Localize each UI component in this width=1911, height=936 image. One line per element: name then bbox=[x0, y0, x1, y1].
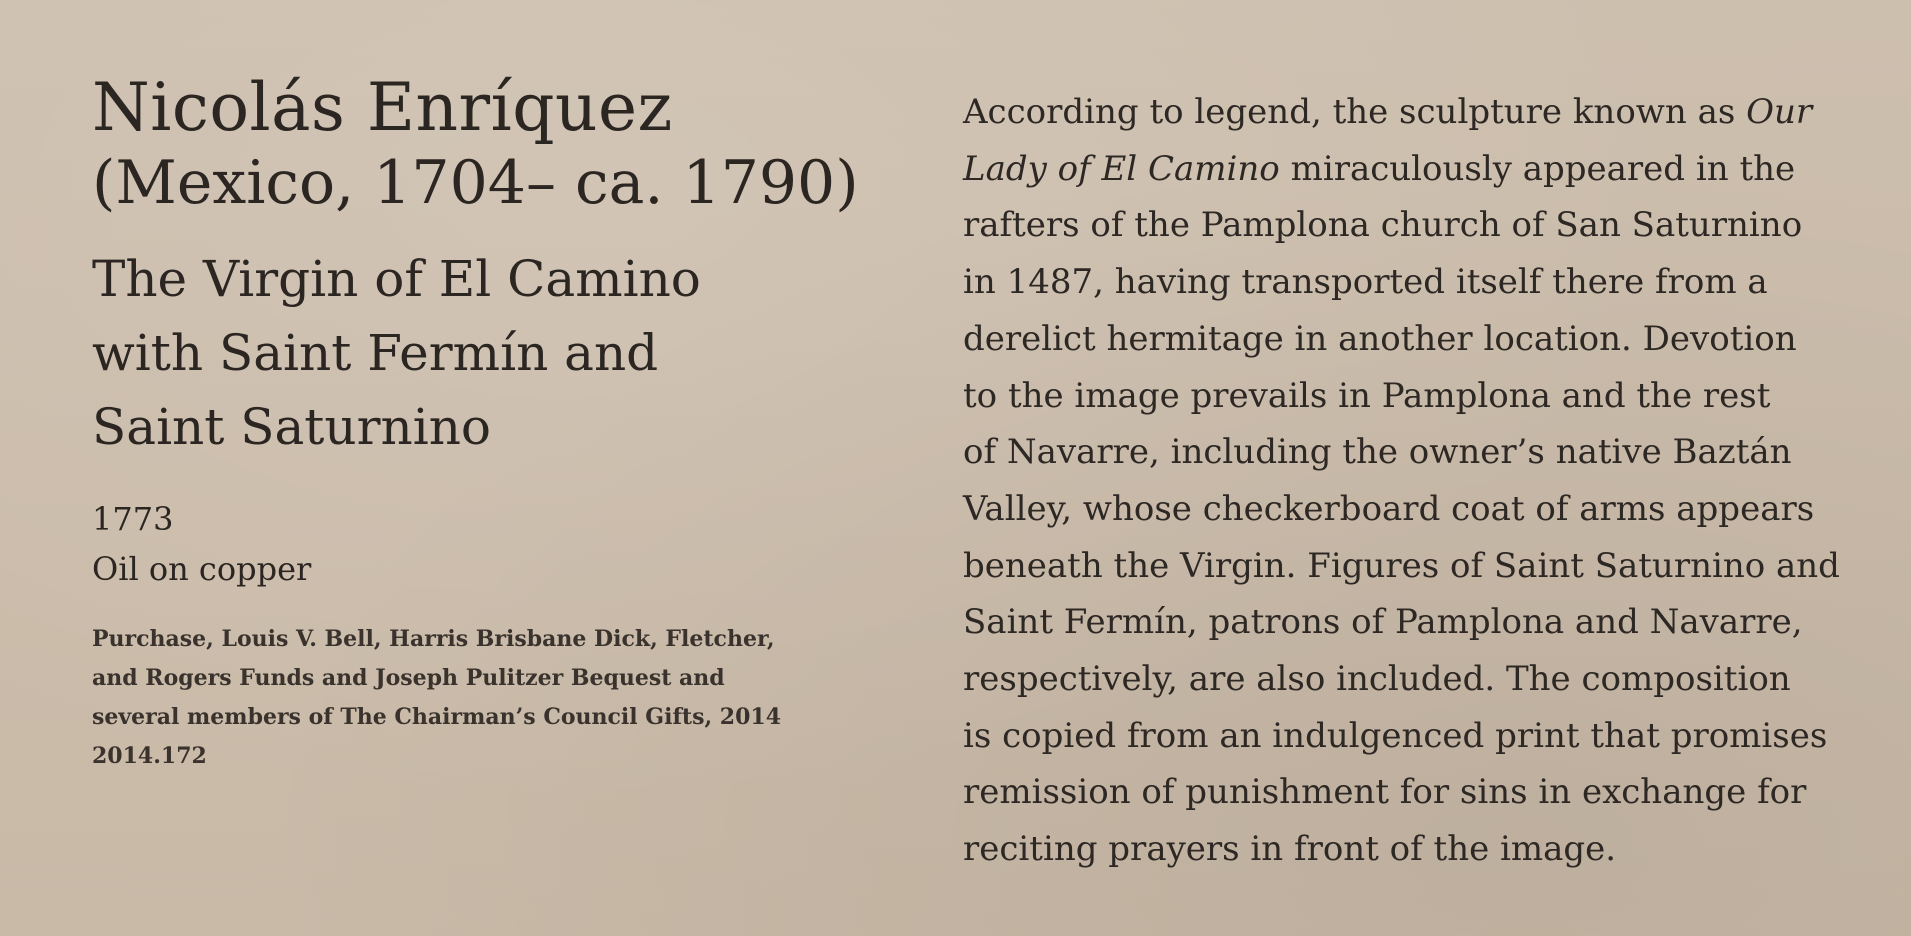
title-line: The Virgin of El Camino bbox=[92, 250, 701, 308]
title-line: with Saint Fermín and bbox=[92, 324, 659, 382]
credit-text-line: Purchase, Louis V. Bell, Harris Brisbane Dick, Fletcher, bbox=[92, 626, 775, 652]
artist-nationality-dates: (Mexico, 1704– ca. 1790) bbox=[92, 148, 859, 218]
credit-text-line: and Rogers Funds and Joseph Pulitzer Bequest and bbox=[92, 665, 725, 691]
description-line: to the image prevails in Pamplona and the rest bbox=[963, 375, 1771, 416]
description-line bbox=[963, 84, 1863, 141]
artwork-medium: Oil on copper bbox=[92, 550, 312, 588]
sculpture-name-italic: Our bbox=[1746, 92, 1813, 132]
description-text: According to legend, the sculpture known as bbox=[963, 92, 1747, 132]
accession-number: 2014.172 bbox=[92, 743, 207, 769]
description-line: in 1487, having transported itself there from a bbox=[963, 262, 1768, 303]
description-line: rafters of the Pamplona church of San Saturnino bbox=[963, 205, 1803, 246]
description-line bbox=[963, 141, 1863, 198]
description-line: respectively, are also included. The composition bbox=[963, 659, 1791, 700]
credit-text-line: several members of The Chairman’s Council Gifts, 2014 bbox=[92, 704, 782, 730]
description-line: is copied from an indulgenced print that promises bbox=[963, 715, 1828, 756]
description-text: miraculously appeared in the bbox=[1279, 148, 1796, 189]
artwork-date: 1773 bbox=[92, 500, 174, 538]
title-line: Saint Saturnino bbox=[92, 398, 491, 456]
description-line: Valley, whose checkerboard coat of arms appears bbox=[963, 488, 1815, 529]
description-line: reciting prayers in front of the image. bbox=[963, 829, 1617, 870]
artwork-title bbox=[92, 242, 912, 464]
description-line: Saint Fermín, patrons of Pamplona and Navarre, bbox=[963, 602, 1803, 643]
description-section bbox=[963, 84, 1863, 878]
sculpture-name-italic: Lady of El Camino bbox=[963, 148, 1280, 189]
credit-line bbox=[92, 620, 912, 776]
artist-name: Nicolás Enríquez bbox=[92, 69, 673, 146]
description-line: of Navarre, including the owner’s native Baztán bbox=[963, 432, 1792, 473]
tombstone-section bbox=[92, 70, 912, 776]
description-line: beneath the Virgin. Figures of Saint Saturnino and bbox=[963, 545, 1840, 586]
description-line: remission of punishment for sins in exchange for bbox=[963, 772, 1807, 813]
description-line: derelict hermitage in another location. Devotion bbox=[963, 318, 1797, 359]
